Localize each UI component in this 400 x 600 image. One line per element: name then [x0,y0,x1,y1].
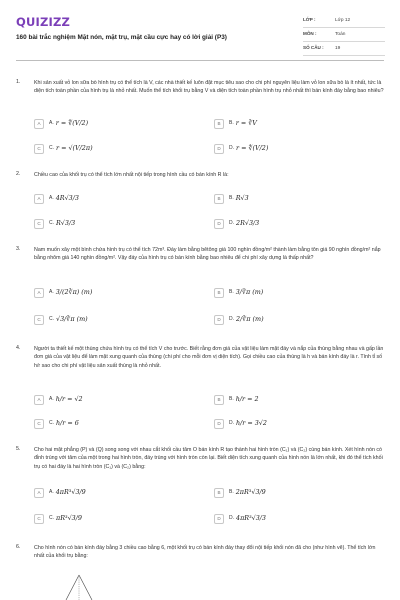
option-letter: B. [229,289,234,296]
option-box[interactable]: D [214,514,224,524]
option-b[interactable] [214,286,263,300]
meta-label: LỚP : [303,17,316,23]
option-d[interactable] [214,313,264,327]
option-value: 2πR³√3/9 [235,488,266,497]
cone-figure [64,574,94,600]
option-letter: C. [49,515,54,522]
option-letter: D. [229,420,234,427]
question-number: 5. [16,446,21,452]
meta-value: Toán [335,31,346,37]
option-d[interactable] [214,142,268,156]
option-value: r = √(V/2π) [56,144,93,153]
cone-edge-left [66,575,79,600]
option-box[interactable]: B [214,288,224,298]
option-box[interactable]: C [34,315,44,325]
option-value: 3/(2∛π) (m) [55,288,93,297]
option-c[interactable] [34,142,93,156]
option-d[interactable] [214,417,267,431]
document-header [0,0,400,62]
option-a[interactable] [34,117,88,131]
option-a[interactable] [34,393,83,407]
meta-label: MÔN : [303,31,317,37]
option-box[interactable]: A [34,194,44,204]
option-letter: A. [49,195,54,202]
option-d[interactable] [214,217,259,231]
option-box[interactable]: D [214,144,224,154]
option-c[interactable] [34,313,88,327]
question-number: 2. [16,171,21,177]
option-box[interactable]: B [214,194,224,204]
option-value: h/r = 6 [56,419,79,428]
option-value: 4πR³√3/9 [55,488,86,497]
question-3 [16,246,384,346]
meta-row-class [303,14,385,28]
meta-row-count [303,42,385,56]
option-letter: B. [229,120,234,127]
option-b[interactable] [214,486,266,500]
option-value: h/r = 2 [235,395,259,404]
option-letter: D. [229,515,234,522]
option-value: R√3/3 [56,219,76,228]
question-text: Cho hình nón có bán kính đáy bằng 3 chiều cao bằng 6, một khối trụ có bán kính đáy thay đổi nội tiếp khối nón đã cho (như hình vẽ). Thể tích lớn nhất của khối trụ bằng: [34,545,376,560]
option-c[interactable] [34,512,82,526]
option-box[interactable]: D [214,419,224,429]
option-letter: D. [229,220,234,227]
option-value: r = ∜(V/2) [55,119,89,128]
option-b[interactable] [214,393,259,407]
option-box[interactable]: B [214,395,224,405]
option-letter: A. [49,120,54,127]
option-box[interactable]: A [34,488,44,498]
option-b[interactable] [214,192,249,206]
document-title: 160 bài trắc nghiệm Mặt nón, mặt trụ, mặt cầu cực hay có lời giải (P3) [16,34,227,41]
question-number: 3. [16,246,21,252]
option-letter: A. [49,489,54,496]
option-letter: B. [229,195,234,202]
option-box[interactable]: A [34,288,44,298]
option-d[interactable] [214,512,266,526]
meta-value: 19 [335,45,341,51]
quizizz-logo: QUIZIZZ [16,15,71,29]
option-value: πR³√3/9 [56,514,82,523]
option-box[interactable]: D [214,315,224,325]
meta-value: Lớp 12 [335,17,351,23]
option-value: 2R√3/3 [236,219,260,228]
meta-row-subject [303,28,385,42]
option-box[interactable]: B [214,488,224,498]
option-letter: D. [229,316,234,323]
option-box[interactable]: A [34,119,44,129]
option-letter: A. [49,396,54,403]
option-value: R√3 [235,194,249,203]
question-text: Cho hai mặt phẳng (P) và (Q) song song với nhau cắt khối cầu tâm O bán kính R tạo thành hai hình tròn (C₁) và (C₂) cùng bán kính. Xét hình nón có đỉnh trùng với tâm của một trong hai hình tròn, đáy trùng với hình tròn còn lại. Biết diện tích xung quanh của hình nón là lớn nhất, khi đó thể tích khối trụ có hai đáy là hai hình tròn (C₁) và (C₂) bằng: [34,447,383,470]
option-a[interactable] [34,486,86,500]
option-letter: C. [49,316,54,323]
option-value: 4πR³√3/3 [236,514,266,523]
question-6 [16,544,384,574]
option-box[interactable]: B [214,119,224,129]
option-a[interactable] [34,192,79,206]
option-value: 2/∛π (m) [236,315,264,324]
meta-label: SỐ CÂU : [303,45,324,51]
option-c[interactable] [34,217,75,231]
option-box[interactable]: C [34,144,44,154]
option-box[interactable]: C [34,514,44,524]
option-c[interactable] [34,417,79,431]
question-5 [16,446,384,541]
option-box[interactable]: C [34,219,44,229]
option-value: r = ∜(V/2) [236,144,269,153]
option-a[interactable] [34,286,92,300]
option-value: h/r = 3√2 [236,419,267,428]
option-b[interactable] [214,117,257,131]
option-letter: B. [229,489,234,496]
question-text: Nam muốn xây một bình chứa hình trụ có thể tích 72m³. Đáy làm bằng bêtông giá 100 nghìn đồng/m² thành làm bằng tôn giá 90 nghìn đồng/m² nắp bằng nhôm giá 140 nghìn đồng/m². Vậy đáy của hình trụ có bán kính bằng bao nhiêu để chi phí xây dựng là thấp nhất? [34,247,381,262]
header-divider [16,60,384,61]
question-1 [16,79,384,179]
option-value: 3/∛π (m) [235,288,264,297]
option-letter: A. [49,289,54,296]
question-number: 4. [16,345,21,351]
option-box[interactable]: C [34,419,44,429]
question-text: Chiều cao của khối trụ có thể tích lớn nhất nội tiếp trong hình cầu có bán kính R là: [34,172,229,178]
option-value: h/r = √2 [55,395,83,404]
question-number: 6. [16,544,21,550]
cone-edge-right [79,575,92,600]
option-value: √3/∛π (m) [56,315,88,324]
option-letter: B. [229,396,234,403]
question-number: 1. [16,79,21,85]
question-4 [16,345,384,445]
question-text: Khi sản xuất vỏ lon sữa bò hình trụ có thể tích là V, các nhà thiết kế luôn đặt mục tiêu sao cho chi phí nguyên liệu làm vỏ lon sữa bò là ít nhất, tức là diện tích toàn phần của hình trụ là nhỏ nhất. Muốn thể tích khối trụ bằng V và diện tích toàn phần hình trụ nhỏ nhất thì bán kính đáy bằng bao nhiêu? [34,80,384,95]
option-value: r = ∛V [235,119,257,128]
meta-table [303,14,385,56]
option-letter: C. [49,145,54,152]
question-text: Người ta thiết kế một thùng chứa hình trụ có thể tích V cho trước. Biết rằng đơn giá của vật liệu làm mặt đáy và nắp của thùng bằng nhau và gấp lần đơn giá của vật liệu để làm mặt xung quanh của thùng (chi phí cho mỗi đơn vị diện tích). Gọi chiều cao của thùng là h và bán kính đáy là r. Tính tỉ số h/r sao cho chi phí vật liệu sản xuất thùng là nhỏ nhất. [34,346,384,369]
option-box[interactable]: D [214,219,224,229]
option-letter: D. [229,145,234,152]
option-value: 4R√3/3 [55,194,79,203]
option-letter: C. [49,420,54,427]
option-box[interactable]: A [34,395,44,405]
option-letter: C. [49,220,54,227]
